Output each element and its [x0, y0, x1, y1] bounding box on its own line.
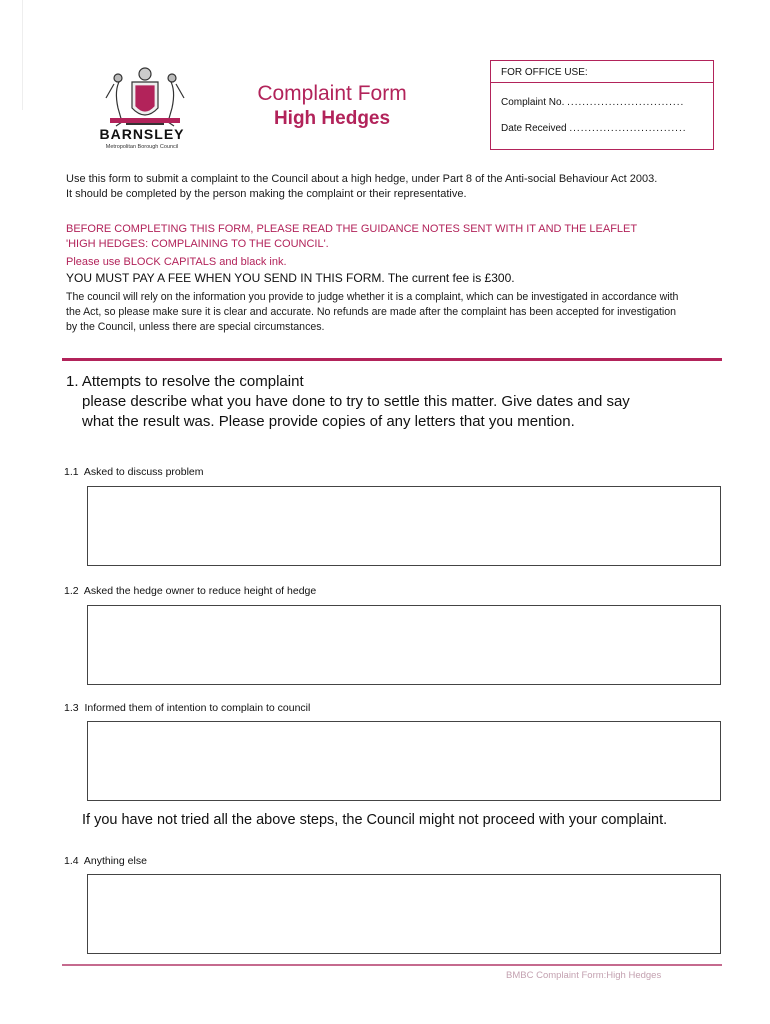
section-heading: 1. Attempts to resolve the complaint [66, 373, 304, 390]
field-asked-to-discuss[interactable] [87, 486, 721, 566]
fee-notice: YOU MUST PAY A FEE WHEN YOU SEND IN THIS FORM. The current fee is £300. [66, 271, 515, 285]
section-description: please describe what you have done to try to settle this matter. Give dates and say what the result was. Please provide copies of any letters that you mention. [82, 393, 630, 430]
field-asked-reduce-height[interactable] [87, 605, 721, 685]
organisation-subtitle: Metropolitan Borough Council [105, 144, 179, 150]
item-text: Asked the hedge owner to reduce height of hedge [83, 585, 317, 597]
date-received-dots: ............................... [569, 123, 687, 134]
item-number: 1.4 [64, 855, 79, 867]
complaint-no-label: Complaint No. [501, 97, 565, 108]
item-text: Anything else [83, 855, 147, 867]
complaint-no-row [501, 97, 684, 108]
date-received-row [501, 123, 687, 134]
office-use-box [490, 60, 714, 150]
office-use-heading: FOR OFFICE USE: [501, 67, 588, 78]
item-text: Asked to discuss problem [83, 466, 204, 478]
office-use-divider [491, 82, 713, 83]
item-label-1-3 [64, 702, 310, 714]
proceed-warning: If you have not tried all the above steps, the Council might not proceed with your complaint. [82, 812, 668, 828]
item-label-1-1 [64, 466, 204, 478]
complaint-no-dots: ............................... [567, 97, 685, 108]
item-number: 1.2 [64, 585, 79, 597]
footer-text: BMBC Complaint Form:High Hedges [506, 970, 662, 981]
item-number: 1.3 [64, 702, 79, 714]
page-edge-line [22, 0, 23, 110]
field-anything-else[interactable] [87, 874, 721, 954]
guidance-notice: BEFORE COMPLETING THIS FORM, PLEASE READ THE GUIDANCE NOTES SENT WITH IT AND THE LEAFLET 'HIGH HEDGES: COMPLAINING TO THE COUNCIL'. [66, 223, 637, 250]
footer-divider [62, 964, 722, 966]
item-text: Informed them of intention to complain to council [84, 702, 311, 714]
block-capitals-notice: Please use BLOCK CAPITALS and black ink. [66, 256, 287, 268]
intro-paragraph: Use this form to submit a complaint to the Council about a high hedge, under Part 8 of the Anti-social Behaviour Act 2003. It should be completed by the person making the complaint or their representative. [66, 173, 658, 200]
form-title: Complaint Form [257, 82, 407, 105]
item-label-1-4 [64, 855, 147, 867]
date-received-label: Date Received [501, 123, 567, 134]
item-number: 1.1 [64, 466, 79, 478]
section-divider [62, 358, 722, 361]
organisation-name: BARNSLEY [99, 126, 185, 142]
item-label-1-2 [64, 585, 316, 597]
reliance-paragraph: The council will rely on the information you provide to judge whether it is a complaint, which can be investigated in accordance with the Act, so please make sure it is clear and accurate. No refunds are made after the complaint has been accepted for investigation by the Council, unless there are special circumstances. [66, 291, 679, 333]
field-informed-intention[interactable] [87, 721, 721, 801]
form-subtitle: High Hedges [273, 108, 391, 129]
